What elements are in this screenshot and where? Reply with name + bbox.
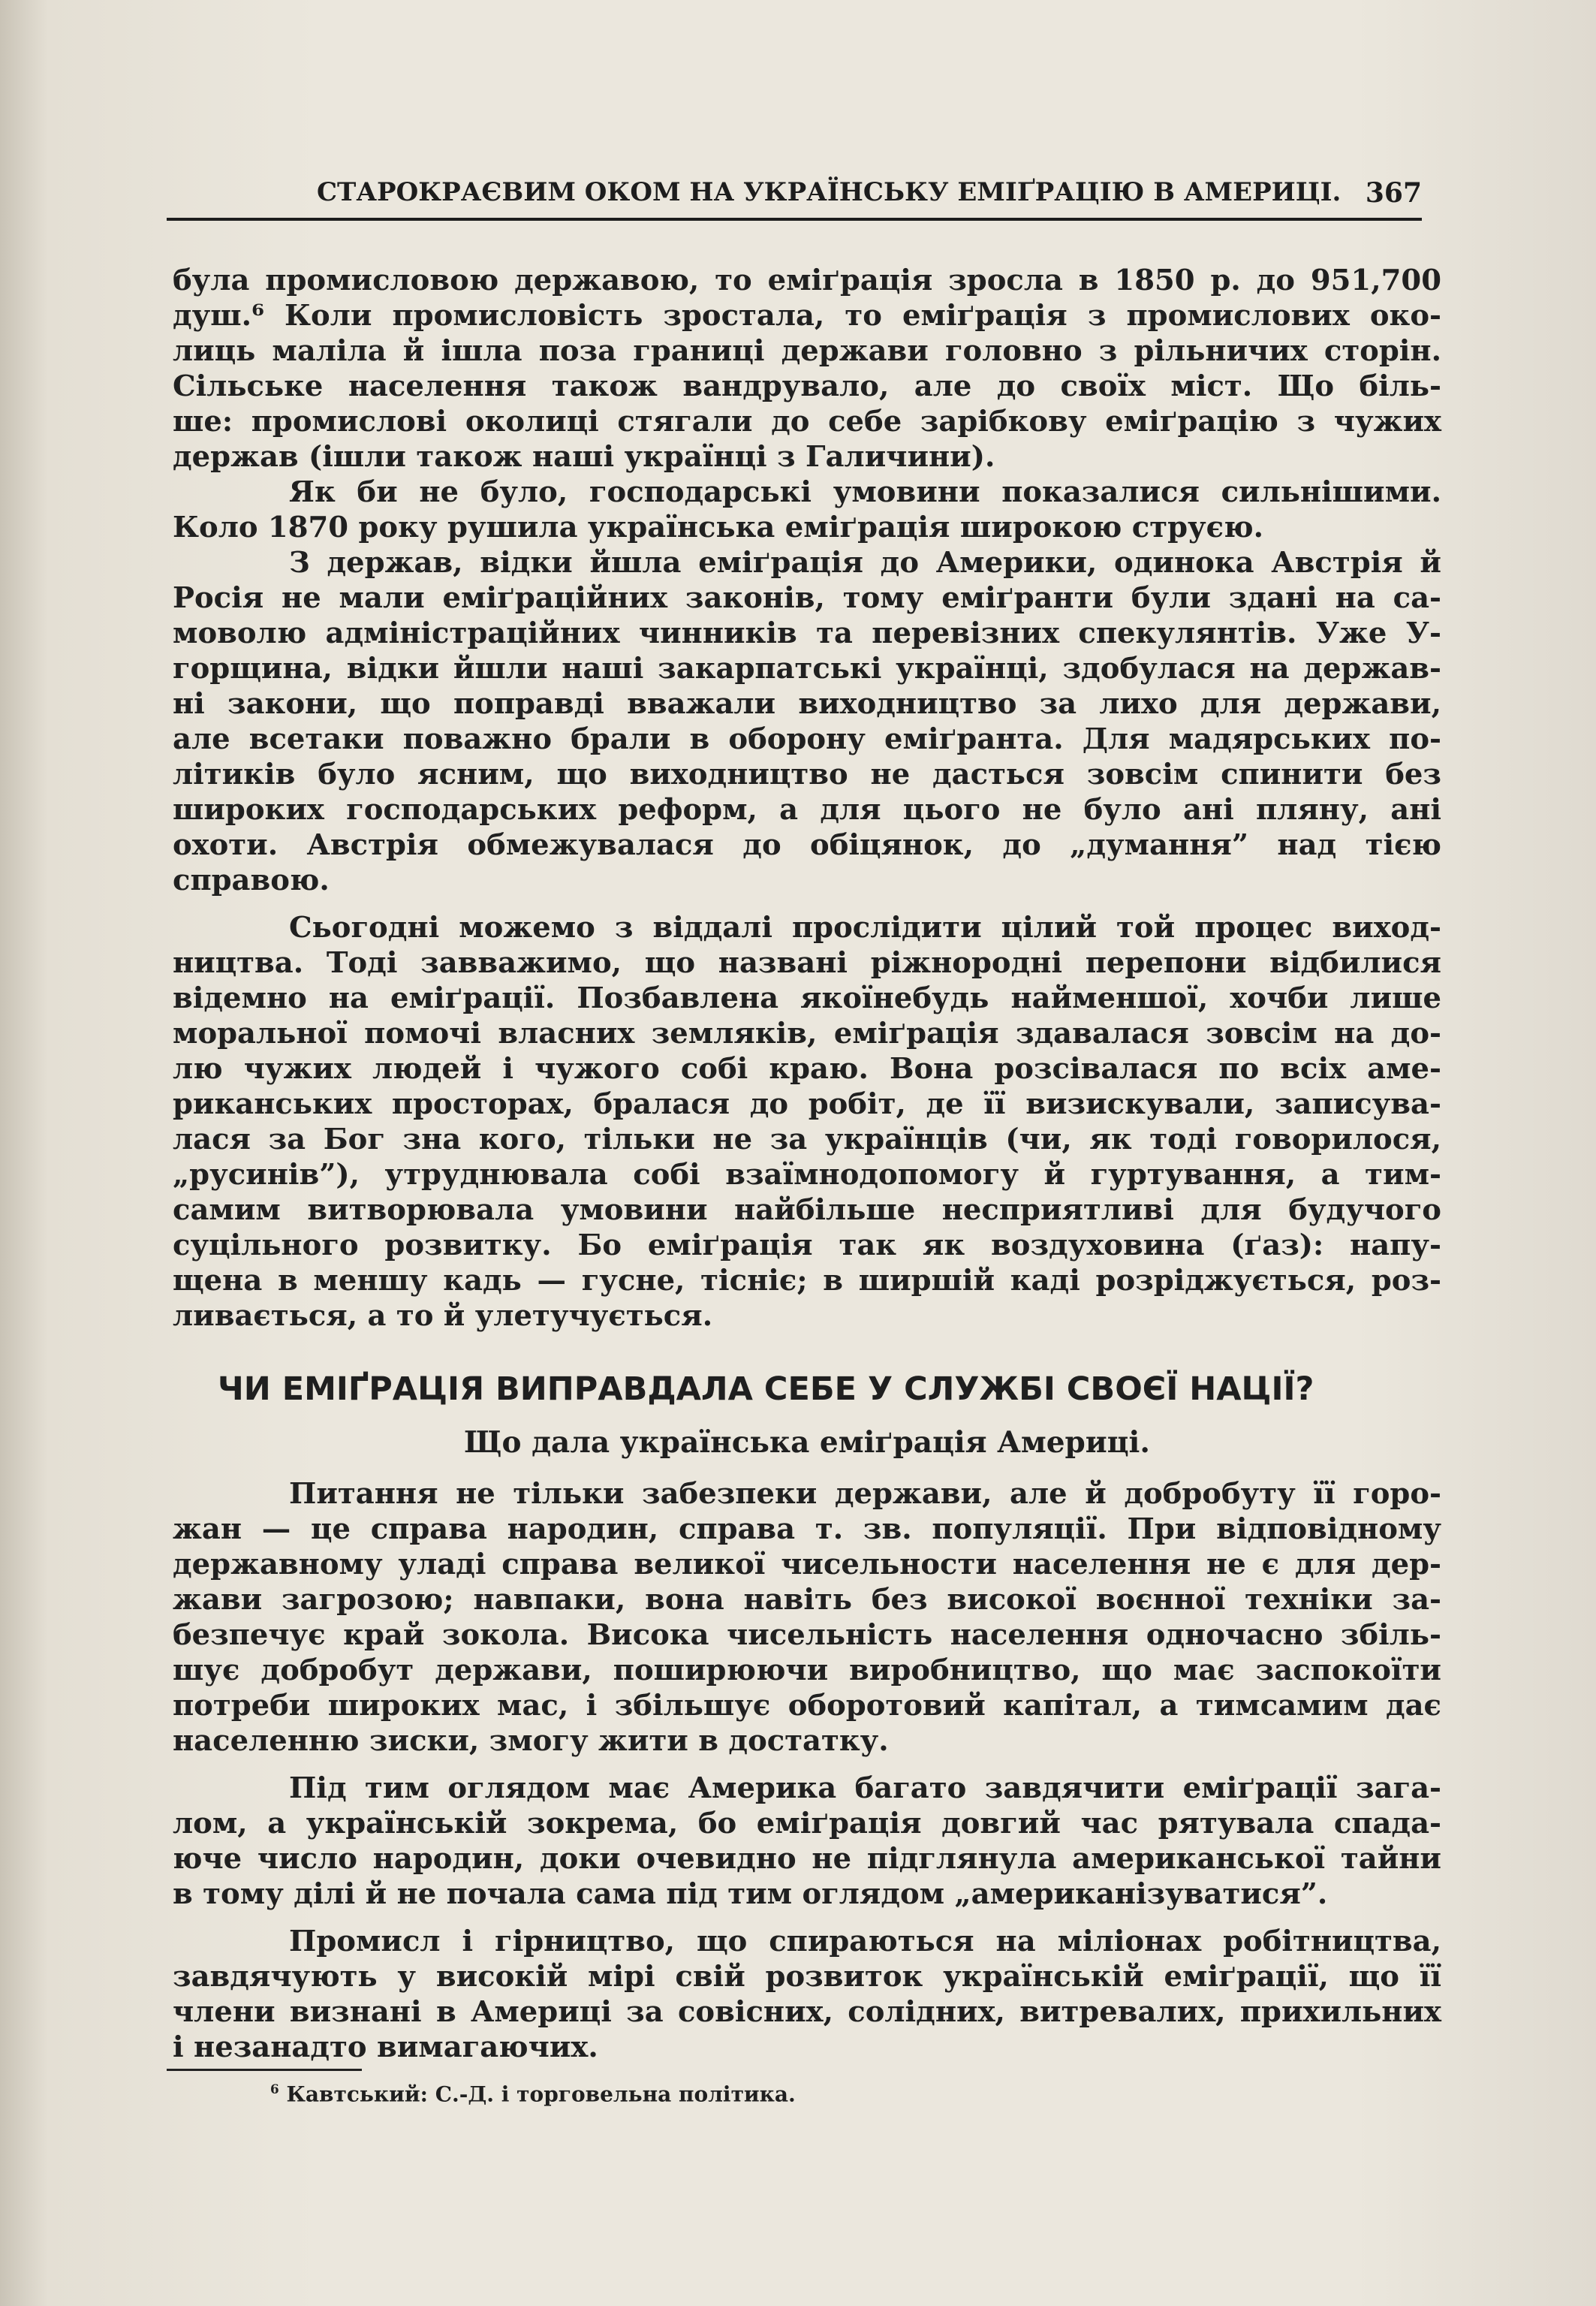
text-line: охоти. Австрія обмежувалася до обіцянок, до „думання” над тією [173, 828, 1441, 862]
text-line: лася за Бог зна кого, тільки не за українців (чи, як тоді говорилося, [173, 1123, 1441, 1156]
footnote-marker: 6 [270, 2081, 279, 2097]
text-line: безпечує край зокола. Висока чисельність населення одночасно збіль- [173, 1618, 1441, 1652]
text-line: ше: промислові околиці стягали до себе зарібкову еміґрацію з чужих [173, 405, 1441, 439]
text-line: моральної помочі власних земляків, еміґрація здавалася зовсім на до- [173, 1017, 1441, 1051]
text-line: жан — це справа народин, справа т. зв. популяції. При відповідному [173, 1512, 1441, 1546]
running-header [167, 171, 1422, 221]
section-heading: ЧИ ЕМІҐРАЦІЯ ВИПРАВДАЛА СЕБЕ У СЛУЖБІ СВОЄЇ НАЦІЇ? [218, 1370, 1314, 1408]
text-line: щена в меншу кадь — гусне, тісніє; в ширшій каді розріджується, роз- [173, 1264, 1441, 1298]
text-line: літиків було ясним, що виходництво не дасться зовсім спинити без [173, 758, 1441, 791]
text-line: Питання не тільки забезпеки держави, але й добробуту її горо- [289, 1477, 1441, 1511]
footnote-text: Кавтський: С.-Д. і торговельна політика. [286, 2081, 796, 2107]
text-line: самим витворювала умовини найбільше несприятливі для будучого [173, 1193, 1441, 1227]
text-line: була промисловою державою, то еміґрація зросла в 1850 р. до 951,700 [173, 264, 1441, 297]
text-line: юче число народин, доки очевидно не підглянула американської тайни [173, 1842, 1441, 1876]
body-text [173, 263, 1441, 2065]
text-line: Під тим оглядом має Америка багато завдячити еміґрації зага- [289, 1771, 1441, 1805]
text-line: населенню зиски, змогу жити в достатку. [173, 1724, 889, 1758]
text-line: державному уладі справа великої чисельности населення не є для дер- [173, 1548, 1441, 1581]
text-line: і незанадто вимагаючих. [173, 2030, 598, 2064]
text-line: лю чужих людей і чужого собі краю. Вона розсівалася по всіх аме- [173, 1052, 1441, 1086]
running-title: СТАРОКРАЄВИМ ОКОМ НА УКРАЇНСЬКУ ЕМІҐРАЦІЮ В АМЕРИЦІ. [317, 177, 1342, 207]
text-line: але всетаки поважно брали в оборону еміґранта. Для мадярських по- [173, 722, 1441, 756]
text-line: Як би не було, господарські умовини показалися сильнішими. [289, 475, 1441, 509]
page-number: 367 [1365, 177, 1422, 209]
text-line: „русинів”), утруднювала собі взаїмнодопомогу й гуртування, а тим- [173, 1158, 1441, 1192]
section-subheading: Що дала українська еміґрація Америці. [464, 1425, 1150, 1460]
text-line: жави загрозою; навпаки, вона навіть без високої воєнної техніки за- [173, 1583, 1441, 1617]
text-line: лиць маліла й ішла поза границі держави головно з рільничих сторін. [173, 334, 1441, 368]
text-line: ництва. Тоді завважимо, що названі ріжнородні перепони відбилися [173, 946, 1441, 980]
text-line: Промисл і гірництво, що спираються на міліонах робітництва, [289, 1925, 1441, 1958]
text-line: завдячують у високій мірі свій розвиток українській еміґрації, що її [173, 1960, 1441, 1994]
text-line: широких господарських реформ, а для цього не було ані пляну, ані [173, 793, 1441, 827]
text-line: Сьогодні можемо з віддалі прослідити цілий той процес виход- [289, 911, 1441, 945]
text-line: лом, а українській зокрема, бо еміґрація довгий час рятувала спада- [173, 1807, 1441, 1840]
text-line: держав (ішли також наші українці з Галичини). [173, 440, 995, 474]
text-line: Коло 1870 року рушила українська еміґрація широкою струєю. [173, 511, 1263, 544]
text-line: риканських просторах, бралася до робіт, де її визискували, записува- [173, 1087, 1441, 1121]
text-line: З держав, відки йшла еміґрація до Америки, одинока Австрія й [289, 546, 1441, 580]
text-line: Сільське населення також вандрувало, але до своїх міст. Що біль- [173, 369, 1441, 403]
text-line: шує добробут держави, поширюючи виробництво, що має заспокоїти [173, 1653, 1441, 1687]
text-line: члени визнані в Америці за совісних, солідних, витревалих, прихильних [173, 1995, 1441, 2029]
text-line: справою. [173, 864, 330, 897]
text-line: відемно на еміґрації. Позбавлена якоїнебудь найменшої, хочби лише [173, 981, 1441, 1015]
text-line: в тому ділі й не почала сама під тим оглядом „американізуватися”. [173, 1877, 1328, 1911]
text-line: потреби широких мас, і збільшує оборотовий капітал, а тимсамим дає [173, 1689, 1441, 1723]
text-line: суцільного розвитку. Бо еміґрація так як воздуховина (ґаз): напу- [173, 1228, 1441, 1262]
text-line: моволю адміністраційних чинників та перевізних спекулянтів. Уже У- [173, 616, 1441, 650]
text-line: горщина, відки йшли наші закарпатські українці, здобулася на держав- [173, 652, 1441, 686]
text-line: Росія не мали еміґраційних законів, тому еміґранти були здані на са- [173, 581, 1441, 615]
text-line: ливається, а то й улетучується. [173, 1299, 713, 1333]
footnote [270, 2081, 796, 2106]
text-line: душ.⁶ Коли промисловість зростала, то еміґрація з промислових око- [173, 299, 1441, 333]
footnote-divider [167, 2069, 362, 2071]
text-line: ні закони, що поправді вважали виходництво за лихо для держави, [173, 687, 1441, 721]
